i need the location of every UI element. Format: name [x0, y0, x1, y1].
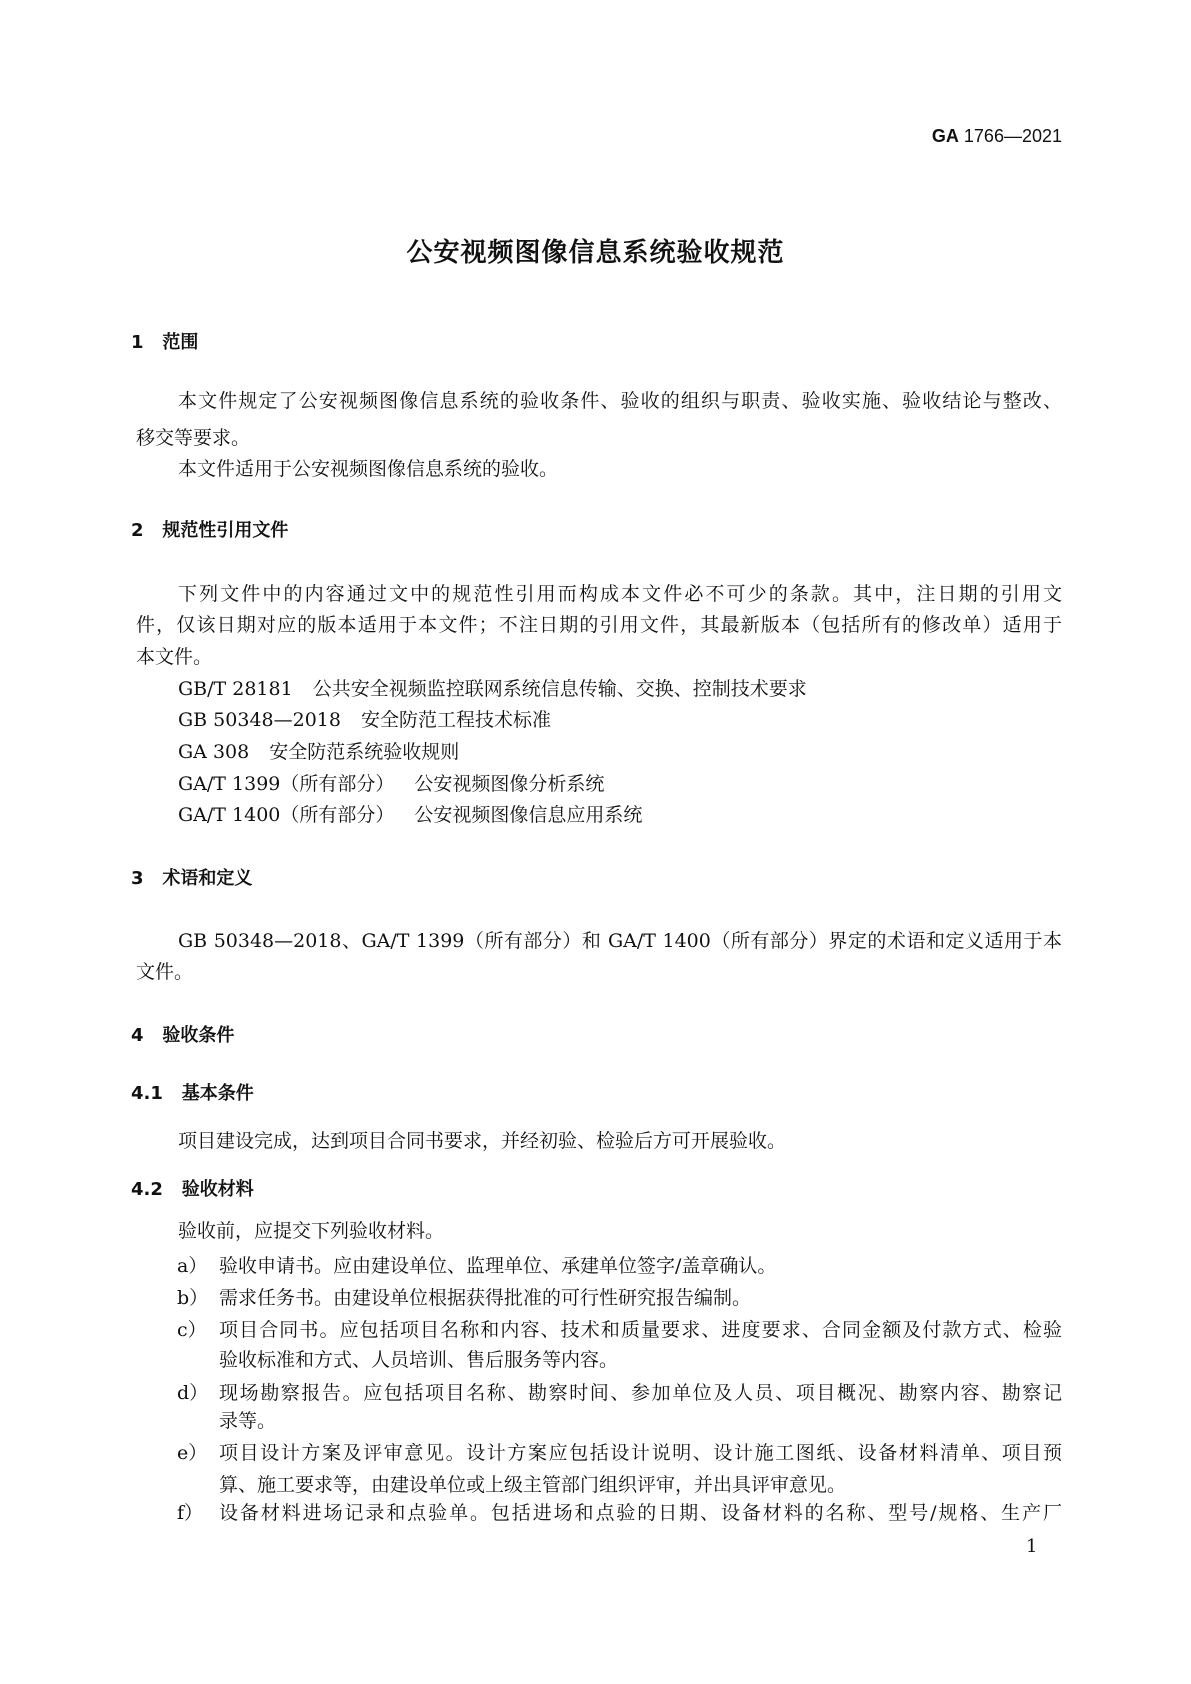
page-number: 1 [1026, 1536, 1038, 1557]
list-item-text: 现场勘察报告。应包括项目名称、勘察时间、参加单位及人员、项目概况、勘察内容、勘察记 [219, 1382, 1062, 1404]
section-heading-4 [131, 1024, 234, 1048]
section-title: 范围 [162, 332, 199, 353]
paragraph-line: 件，仅该日期对应的版本适用于本文件；不注日期的引用文件，其最新版本（包括所有的修改单）适用于 [136, 614, 1062, 636]
reference-code: GB/T 28181 [178, 678, 293, 700]
section-number: 4.1 [131, 1083, 163, 1104]
reference-code: GA/T 1400（所有部分） [178, 804, 395, 826]
list-item-text: 验收标准和方式、人员培训、售后服务等内容。 [219, 1349, 619, 1371]
code-number: 1766—2021 [963, 126, 1062, 146]
paragraph-line: GB 50348—2018、GA/T 1399（所有部分）和 GA/T 1400（所有部分）界定的术语和定义适用于本 [178, 930, 1062, 952]
document-title: 公安视频图像信息系统验收规范 [406, 238, 785, 268]
paragraph-line: 验收前，应提交下列验收材料。 [178, 1220, 445, 1242]
list-item-label: f） [177, 1502, 204, 1524]
list-item-label: e） [177, 1442, 208, 1464]
list-item-text: 项目设计方案及评审意见。设计方案应包括设计说明、设计施工图纸、设备材料清单、项目预 [219, 1442, 1062, 1464]
reference-code: GA 308 [178, 741, 250, 763]
section-title: 基本条件 [181, 1083, 254, 1104]
section-title: 规范性引用文件 [162, 520, 289, 541]
reference-title: 安全防范系统验收规则 [269, 741, 460, 763]
standard-code-header [932, 126, 1062, 147]
section-number: 4.2 [131, 1179, 163, 1200]
reference-code: GB 50348—2018 [178, 709, 341, 731]
list-item-text: 设备材料进场记录和点验单。包括进场和点验的日期、设备材料的名称、型号/规格、生产厂 [219, 1502, 1062, 1524]
section-number: 3 [131, 868, 144, 889]
section-number: 1 [131, 332, 144, 353]
section-title: 验收材料 [181, 1179, 254, 1200]
reference-title: 公安视频图像分析系统 [414, 773, 605, 795]
paragraph-line: 本文件。 [136, 646, 213, 668]
paragraph-line: 下列文件中的内容通过文中的规范性引用而构成本文件必不可少的条款。其中，注日期的引用文 [178, 583, 1062, 605]
reference-title: 安全防范工程技术标准 [360, 709, 551, 731]
paragraph-line: 移交等要求。 [136, 427, 251, 449]
section-heading-2 [131, 519, 288, 543]
reference-code: GA/T 1399（所有部分） [178, 773, 395, 795]
list-item-label: a） [177, 1255, 208, 1277]
paragraph-line: 项目建设完成，达到项目合同书要求，并经初验、检验后方可开展验收。 [178, 1130, 787, 1152]
reference-item [178, 772, 1062, 796]
reference-title: 公共安全视频监控联网系统信息传输、交换、控制技术要求 [312, 678, 807, 700]
section-title: 验收条件 [162, 1025, 235, 1046]
section-number: 2 [131, 520, 144, 541]
list-item-text: 项目合同书。应包括项目名称和内容、技术和质量要求、进度要求、合同金额及付款方式、检验 [219, 1319, 1062, 1341]
reference-item [178, 677, 1062, 701]
subsection-heading-4-1 [131, 1082, 254, 1106]
code-prefix: GA [931, 126, 959, 146]
paragraph-line: 文件。 [136, 961, 194, 983]
section-title: 术语和定义 [162, 868, 253, 889]
reference-item [178, 803, 1062, 827]
list-item-label: d） [177, 1382, 209, 1404]
list-item-label: c） [177, 1319, 207, 1341]
section-heading-1 [131, 331, 198, 355]
paragraph-line: 本文件适用于公安视频图像信息系统的验收。 [178, 458, 559, 480]
list-item-text: 录等。 [219, 1410, 277, 1432]
reference-item [178, 740, 1062, 764]
section-heading-3 [131, 867, 252, 891]
list-item-text: 验收申请书。应由建设单位、监理单位、承建单位签字/盖章确认。 [219, 1255, 777, 1277]
subsection-heading-4-2 [131, 1178, 254, 1202]
list-item-text: 需求任务书。由建设单位根据获得批准的可行性研究报告编制。 [219, 1287, 752, 1309]
list-item-label: b） [177, 1287, 209, 1309]
section-number: 4 [131, 1025, 144, 1046]
reference-item [178, 708, 1062, 732]
paragraph-line: 本文件规定了公安视频图像信息系统的验收条件、验收的组织与职责、验收实施、验收结论与整改、 [178, 390, 1062, 412]
list-item-text: 算、施工要求等，由建设单位或上级主管部门组织评审，并出具评审意见。 [219, 1474, 847, 1496]
reference-title: 公安视频图像信息应用系统 [414, 804, 643, 826]
